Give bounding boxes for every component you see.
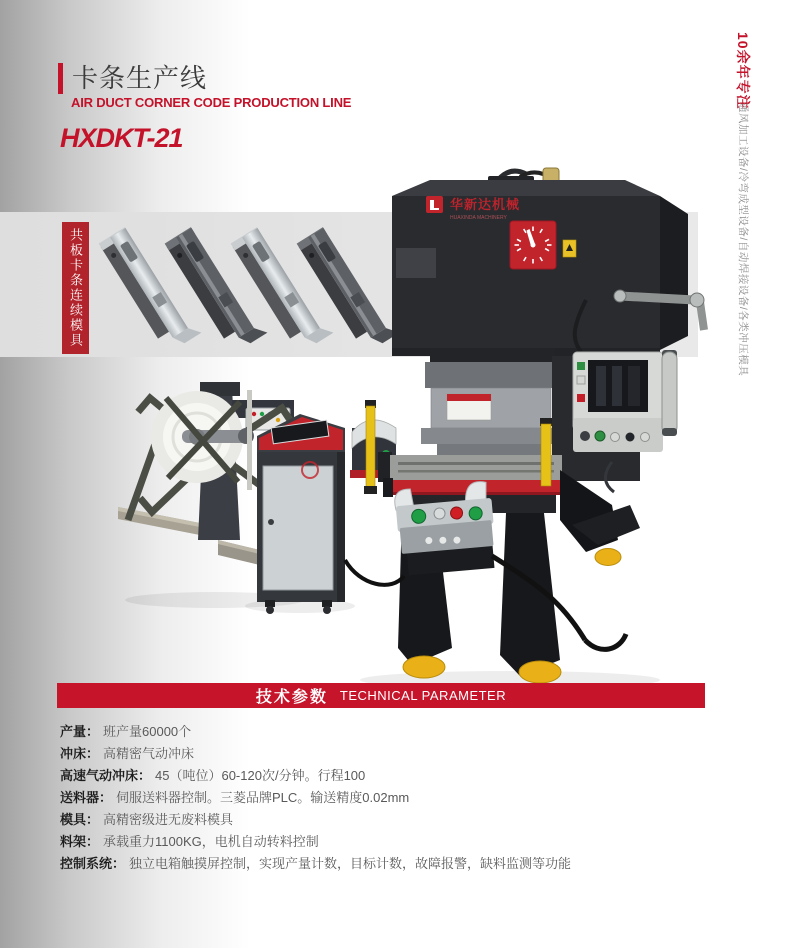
mold-type-tab: 共板卡条连续模具 [62, 222, 89, 354]
spec-row-highspeed-press: 高速气动冲床： 45（吨位）60-120次/分钟。行程100 [60, 768, 366, 783]
control-cabinet [257, 414, 345, 614]
press-head [392, 180, 660, 196]
door-lock [268, 519, 274, 525]
key-switch [434, 508, 446, 520]
production-line-photo [100, 163, 720, 690]
experience-tagline: 10余年专注 [735, 32, 751, 110]
page-subtitle: AIR DUCT CORNER CODE PRODUCTION LINE [71, 95, 352, 110]
brand-name: 华新达机械 [450, 197, 521, 212]
spec-list [60, 721, 780, 875]
leveling-foot [403, 656, 445, 678]
emergency-stop-button [450, 507, 463, 520]
title-accent-bar [58, 63, 63, 94]
product-categories-tagline: 通风加工设备/冷弯成型设备/自动焊接设备/各类冲压模具 [737, 102, 749, 377]
spec-row-feeder: 送料器： 伺服送料器控制。三菱品牌PLC。输送精度0.02mm [60, 790, 410, 805]
spec-row-press: 冲床： 高精密气动冲床 [60, 746, 195, 761]
banner-title-en: TECHNICAL PARAMETER [339, 688, 507, 703]
page-title: 卡条生产线 [72, 63, 208, 93]
spec-row-rack: 料架： 承载重力1100KG，电机自动转料控制 [60, 834, 319, 849]
arm-cylinder [662, 352, 677, 434]
brand-logo [426, 196, 443, 213]
stroke-dial-icon [510, 221, 556, 269]
punch-press [345, 168, 704, 683]
work-table [390, 455, 562, 480]
cabinet-door [263, 466, 333, 590]
monitor-panel [573, 352, 663, 452]
press-ram [421, 348, 561, 457]
banner-title-cn: 技术参数 [255, 689, 328, 706]
spec-row-mold: 模具： 高精密级进无废料模具 [60, 812, 234, 827]
spec-row-control-system: 控制系统： 独立电箱触摸屏控制，实现产量计数，目标计数，故障报警，缺料监测等功能 [60, 856, 572, 871]
brand-name-en: HUAXINDA MACHINERY [450, 215, 507, 221]
leveling-foot [519, 661, 561, 683]
spec-row-output: 产量： 班产量60000个 [60, 724, 192, 739]
technical-parameter-banner [57, 683, 705, 708]
model-number: HXDKT-21 [60, 123, 183, 153]
leveling-foot [595, 549, 621, 566]
